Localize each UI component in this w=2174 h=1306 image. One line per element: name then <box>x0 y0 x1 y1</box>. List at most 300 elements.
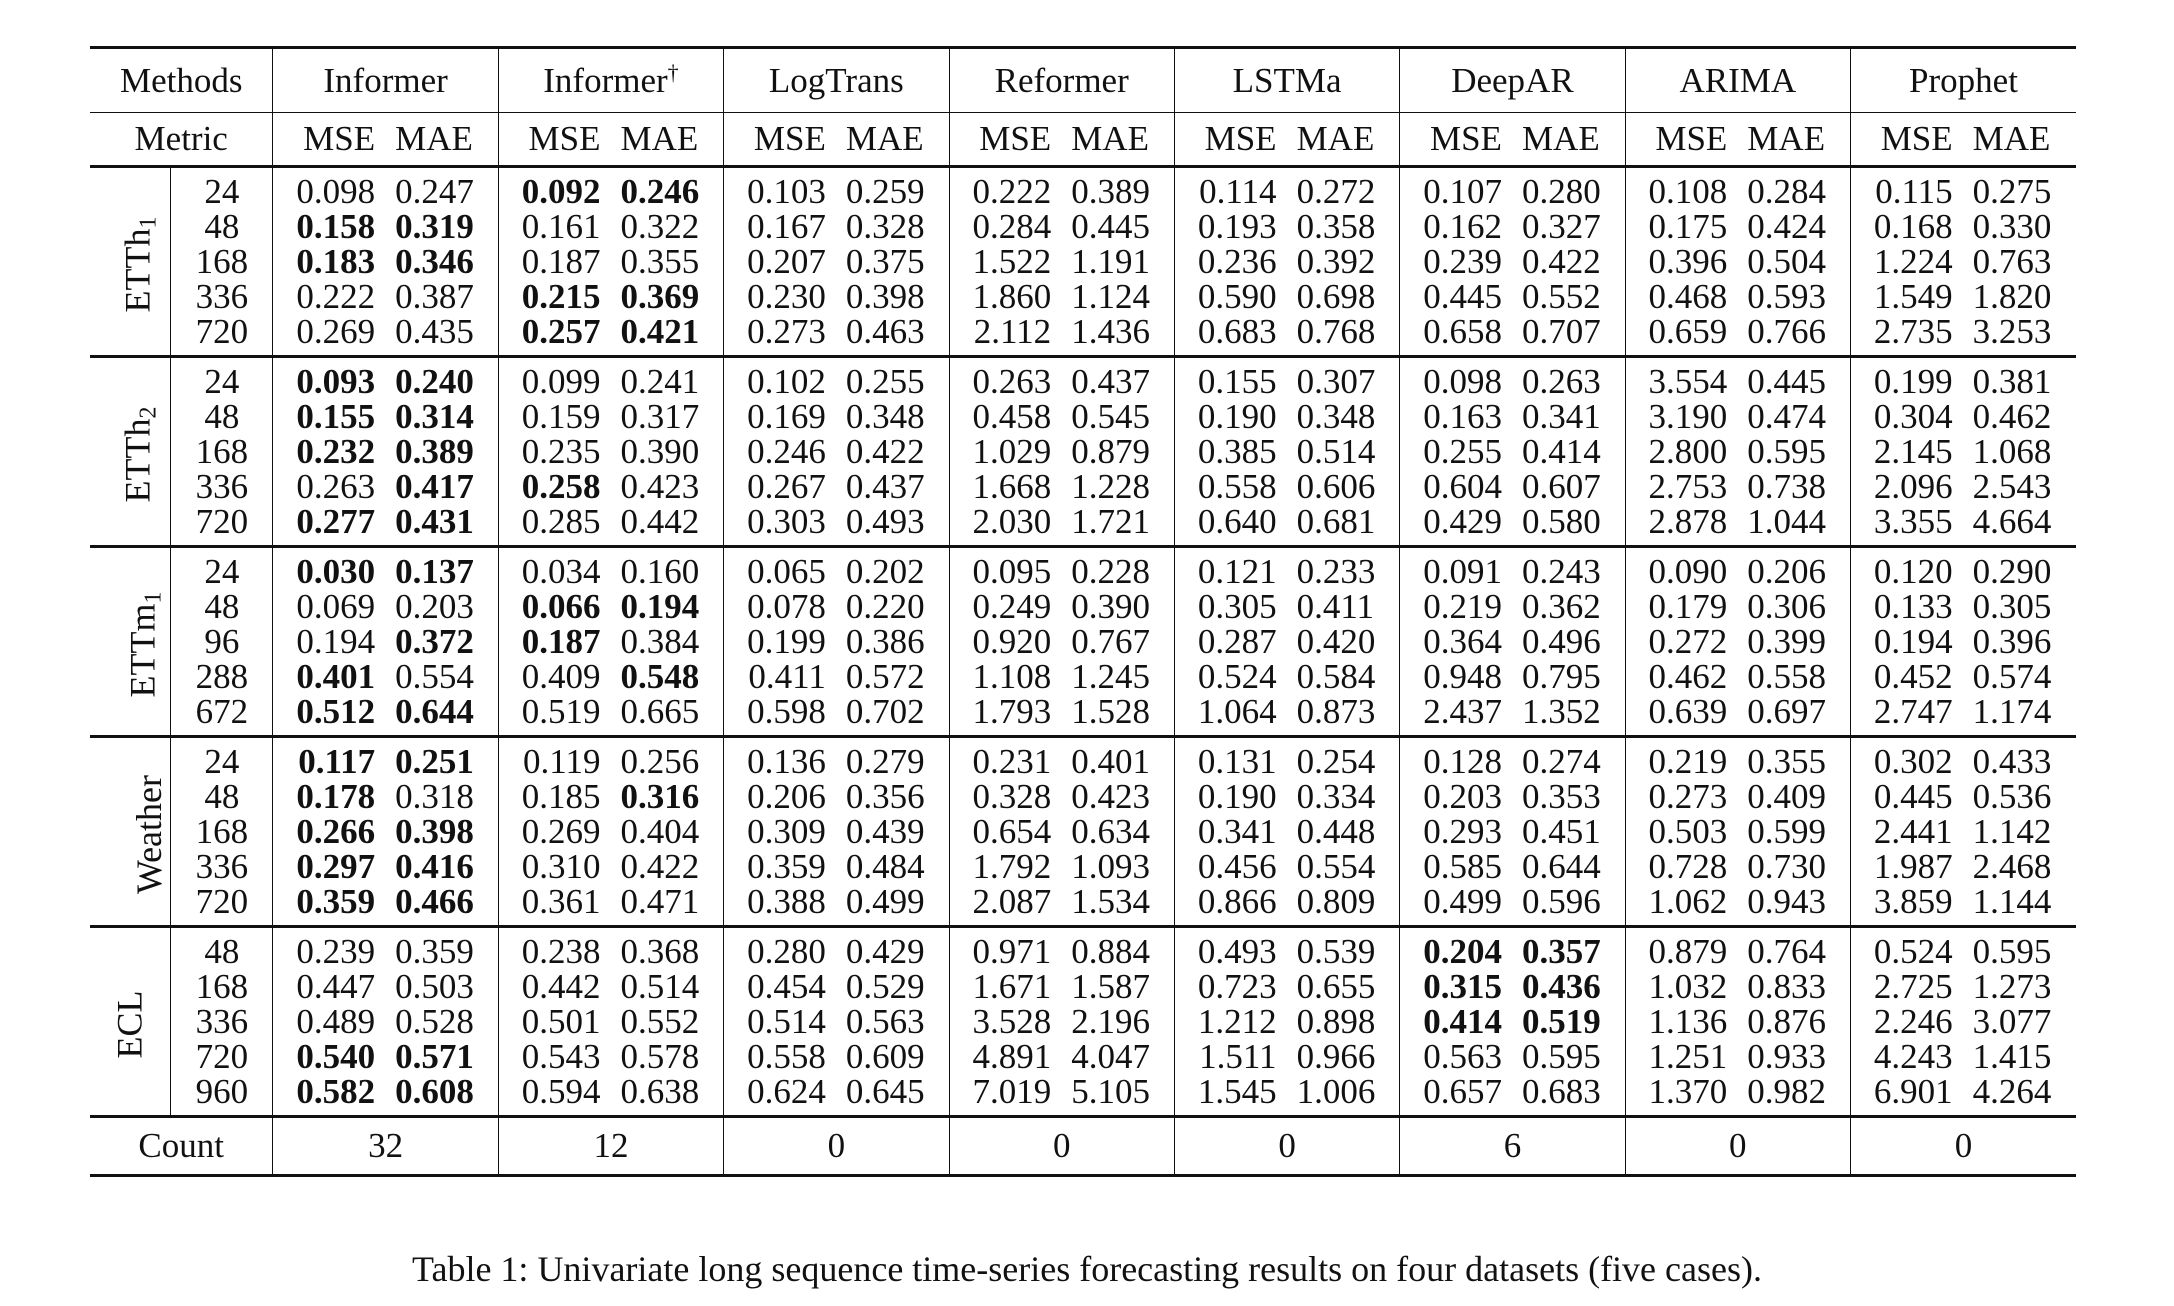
mse-value-cell: 0.456 <box>1197 847 1277 886</box>
mse-value-cell: 0.078 <box>747 587 826 626</box>
mae-value-cell: 0.424 <box>1737 209 1850 244</box>
mae-value-cell: 0.411 <box>1287 589 1400 624</box>
mse-value-cell: 0.249 <box>972 587 1052 626</box>
mae-value-cell: 0.203 <box>385 589 498 624</box>
mae-value-cell: 0.738 <box>1737 469 1850 504</box>
mae-value-cell: 0.563 <box>836 1004 949 1039</box>
mse-value-cell: 0.540 <box>296 1037 376 1076</box>
mae-value-cell: 0.422 <box>610 849 723 884</box>
mae-value-cell: 4.264 <box>1972 1072 2052 1111</box>
mae-value-cell: 0.593 <box>1737 279 1850 314</box>
dataset-label <box>90 737 171 927</box>
mse-value-cell: 0.266 <box>296 812 376 851</box>
mse-value-cell: 0.388 <box>747 882 826 921</box>
mse-value-cell: 0.512 <box>296 692 376 731</box>
mse-value-cell: 0.385 <box>1197 432 1277 471</box>
mae-value-cell: 0.389 <box>385 434 498 469</box>
mse-value-cell: 1.370 <box>1648 1072 1728 1111</box>
mse-value-cell: 2.725 <box>1873 967 1953 1006</box>
mse-value-cell: 0.514 <box>747 1002 826 1041</box>
horizon-cell: 168 <box>171 969 273 1004</box>
mse-value-cell: 0.558 <box>1197 467 1277 506</box>
mse-value-cell: 0.598 <box>747 692 826 731</box>
mse-value-cell: 0.239 <box>1423 242 1502 281</box>
mse-value-cell: 0.468 <box>1648 277 1728 316</box>
mse-value-cell: 0.543 <box>521 1037 601 1076</box>
mse-value-cell: 3.859 <box>1873 882 1953 921</box>
mae-value-cell: 0.420 <box>1287 624 1400 659</box>
mse-value-cell: 0.193 <box>1197 207 1277 246</box>
mae-value-cell: 0.318 <box>385 779 498 814</box>
mae-value-cell: 1.144 <box>1972 882 2052 921</box>
mse-value-cell: 0.558 <box>747 1037 826 1076</box>
mse-value-cell: 0.272 <box>1648 622 1728 661</box>
mae-value-cell: 0.442 <box>610 504 723 547</box>
horizon-cell: 336 <box>171 849 273 884</box>
mae-value-cell: 0.305 <box>1972 587 2052 626</box>
mae-value-cell: 0.398 <box>385 814 498 849</box>
metric-label: Metric <box>90 113 273 167</box>
table-row <box>90 927 2076 970</box>
mae-value-cell: 0.982 <box>1737 1074 1850 1117</box>
mse-value-cell: 0.489 <box>296 1002 376 1041</box>
mae-value-cell: 4.047 <box>1061 1039 1174 1074</box>
mae-value-cell: 0.683 <box>1512 1074 1625 1117</box>
mse-value-cell: 1.136 <box>1648 1002 1728 1041</box>
mse-value-cell: 0.092 <box>498 167 610 210</box>
horizon-cell: 168 <box>171 434 273 469</box>
table-row <box>90 779 2076 814</box>
mse-value-cell: 0.095 <box>949 547 1061 590</box>
mae-value-cell: 1.352 <box>1512 694 1625 737</box>
mae-value-cell: 0.548 <box>610 659 723 694</box>
mae-value-cell: 0.368 <box>610 927 723 970</box>
mae-value-cell: 0.416 <box>385 849 498 884</box>
horizon-cell: 288 <box>171 659 273 694</box>
mse-value-cell: 0.114 <box>1174 167 1286 210</box>
mse-value-cell: 0.280 <box>724 927 836 970</box>
mse-value-cell: 0.277 <box>296 502 376 541</box>
table-row <box>90 659 2076 694</box>
mae-value-cell: 0.317 <box>610 399 723 434</box>
mse-value-cell: 0.066 <box>521 587 601 626</box>
metric-mse-header: MSE <box>949 113 1061 167</box>
method-deepar: DeepAR <box>1400 48 1625 113</box>
mse-value-cell: 0.183 <box>296 242 376 281</box>
mse-value-cell: 0.284 <box>972 207 1052 246</box>
count-value-cell: 12 <box>498 1117 723 1176</box>
mae-value-cell: 1.124 <box>1061 279 1174 314</box>
mse-value-cell: 0.971 <box>949 927 1061 970</box>
mae-value-cell: 0.768 <box>1287 314 1400 357</box>
mse-value-cell: 0.255 <box>1423 432 1502 471</box>
metric-mse-header: MSE <box>724 113 836 167</box>
mse-value-cell: 0.263 <box>296 467 376 506</box>
mse-value-cell: 1.549 <box>1873 277 1953 316</box>
horizon-cell: 336 <box>171 469 273 504</box>
horizon-cell: 336 <box>171 279 273 314</box>
mae-value-cell: 0.346 <box>385 244 498 279</box>
mse-value-cell: 2.246 <box>1873 1002 1953 1041</box>
mse-value-cell: 0.159 <box>521 397 601 436</box>
mse-value-cell: 0.920 <box>972 622 1052 661</box>
mae-value-cell: 0.943 <box>1737 884 1850 927</box>
mae-value-cell: 0.554 <box>1287 849 1400 884</box>
mae-value-cell: 0.137 <box>385 547 498 590</box>
mae-value-cell: 0.243 <box>1512 547 1625 590</box>
mae-value-cell: 0.423 <box>1061 779 1174 814</box>
mse-value-cell: 1.108 <box>972 657 1052 696</box>
mae-value-cell: 0.545 <box>1061 399 1174 434</box>
mse-value-cell: 0.187 <box>521 242 601 281</box>
mse-value-cell: 0.204 <box>1400 927 1512 970</box>
mae-value-cell: 0.474 <box>1737 399 1850 434</box>
mse-value-cell: 0.190 <box>1197 397 1277 436</box>
dataset-name <box>129 774 170 895</box>
mse-value-cell: 1.668 <box>972 467 1052 506</box>
mse-value-cell: 0.102 <box>724 357 836 400</box>
mae-value-cell: 0.608 <box>385 1074 498 1117</box>
mae-value-cell: 0.595 <box>1737 434 1850 469</box>
dataset-label <box>90 927 171 1117</box>
mse-value-cell: 0.493 <box>1174 927 1286 970</box>
mse-value-cell: 0.099 <box>498 357 610 400</box>
mae-value-cell: 0.514 <box>610 969 723 1004</box>
mae-value-cell: 0.966 <box>1287 1039 1400 1074</box>
horizon-cell: 168 <box>171 244 273 279</box>
metric-mae-header: MAE <box>1737 113 1850 167</box>
mae-value-cell: 0.681 <box>1287 504 1400 547</box>
mse-value-cell: 0.185 <box>521 777 601 816</box>
mse-value-cell: 0.524 <box>1850 927 1962 970</box>
mse-value-cell: 0.219 <box>1625 737 1737 780</box>
mae-value-cell: 0.809 <box>1287 884 1400 927</box>
mae-value-cell: 0.558 <box>1737 659 1850 694</box>
mse-value-cell: 0.948 <box>1423 657 1502 696</box>
metric-mse-header: MSE <box>1400 113 1512 167</box>
mae-value-cell: 0.876 <box>1737 1004 1850 1039</box>
mse-value-cell: 0.273 <box>747 312 826 351</box>
dataset-name <box>117 406 162 503</box>
mae-value-cell: 0.448 <box>1287 814 1400 849</box>
dataset-name-text: Weather <box>129 774 170 895</box>
mae-value-cell: 0.572 <box>836 659 949 694</box>
mse-value-cell: 0.215 <box>521 277 601 316</box>
mse-value-cell: 0.034 <box>498 547 610 590</box>
mse-value-cell: 0.409 <box>521 657 601 696</box>
mse-value-cell: 0.267 <box>747 467 826 506</box>
mae-value-cell: 0.529 <box>836 969 949 1004</box>
mse-value-cell: 0.454 <box>747 967 826 1006</box>
mae-value-cell: 0.574 <box>1972 657 2052 696</box>
mse-value-cell: 0.654 <box>972 812 1052 851</box>
metric-mse-header: MSE <box>498 113 610 167</box>
mae-value-cell: 0.396 <box>1972 622 2052 661</box>
mse-value-cell: 0.207 <box>747 242 826 281</box>
mae-value-cell: 0.431 <box>385 504 498 547</box>
mae-value-cell: 0.493 <box>836 504 949 547</box>
mae-value-cell: 0.259 <box>836 167 949 210</box>
mse-value-cell: 1.522 <box>972 242 1052 281</box>
mae-value-cell: 0.241 <box>610 357 723 400</box>
mae-value-cell: 0.372 <box>385 624 498 659</box>
mae-value-cell: 0.263 <box>1512 357 1625 400</box>
mse-value-cell: 0.396 <box>1648 242 1728 281</box>
mae-value-cell: 0.387 <box>385 279 498 314</box>
mae-value-cell: 0.767 <box>1061 624 1174 659</box>
mse-value-cell: 0.563 <box>1423 1037 1502 1076</box>
mae-value-cell: 0.584 <box>1287 659 1400 694</box>
metric-mse-header: MSE <box>1174 113 1286 167</box>
mse-value-cell: 0.604 <box>1423 467 1502 506</box>
mae-value-cell: 0.280 <box>1512 167 1625 210</box>
dataset-label <box>90 547 171 737</box>
mae-value-cell: 4.664 <box>1972 502 2052 541</box>
mse-value-cell: 0.359 <box>747 847 826 886</box>
mse-value-cell: 6.901 <box>1873 1072 1953 1111</box>
mae-value-cell: 1.142 <box>1972 812 2052 851</box>
mae-value-cell: 0.359 <box>385 927 498 970</box>
mse-value-cell: 0.098 <box>273 167 385 210</box>
mse-value-cell: 2.800 <box>1648 432 1728 471</box>
mse-value-cell: 0.462 <box>1648 657 1728 696</box>
table-row <box>90 589 2076 624</box>
mse-value-cell: 0.302 <box>1850 737 1962 780</box>
mae-value-cell: 0.392 <box>1287 244 1400 279</box>
mae-value-cell: 0.580 <box>1512 504 1625 547</box>
method-reformer: Reformer <box>949 48 1174 113</box>
dataset-subscript: 2 <box>135 406 162 419</box>
mae-value-cell: 5.105 <box>1061 1074 1174 1117</box>
mae-value-cell: 0.433 <box>1963 737 2076 780</box>
metric-mae-header: MAE <box>610 113 723 167</box>
horizon-cell: 24 <box>171 357 273 400</box>
mae-value-cell: 0.316 <box>610 779 723 814</box>
mae-value-cell: 0.763 <box>1972 242 2052 281</box>
method-informer <box>273 48 498 113</box>
horizon-cell: 96 <box>171 624 273 659</box>
mse-value-cell: 0.594 <box>521 1072 601 1111</box>
mae-value-cell: 0.933 <box>1737 1039 1850 1074</box>
mae-value-cell: 0.437 <box>836 469 949 504</box>
mae-value-cell: 0.247 <box>385 167 498 210</box>
table-row <box>90 504 2076 547</box>
mae-value-cell: 0.499 <box>836 884 949 927</box>
mse-value-cell: 0.115 <box>1850 167 1962 210</box>
mae-value-cell: 0.422 <box>1512 244 1625 279</box>
mae-value-cell: 0.606 <box>1287 469 1400 504</box>
mae-value-cell: 0.327 <box>1512 209 1625 244</box>
mae-value-cell: 0.160 <box>610 547 723 590</box>
metric-mse-header: MSE <box>1625 113 1737 167</box>
mae-value-cell: 0.409 <box>1737 779 1850 814</box>
mse-value-cell: 0.524 <box>1197 657 1277 696</box>
mse-value-cell: 1.251 <box>1648 1037 1728 1076</box>
mse-value-cell: 0.341 <box>1197 812 1277 851</box>
table-row <box>90 209 2076 244</box>
mse-value-cell: 0.293 <box>1423 812 1502 851</box>
mse-value-cell: 0.103 <box>724 167 836 210</box>
mae-value-cell: 0.240 <box>385 357 498 400</box>
mae-value-cell: 0.429 <box>836 927 949 970</box>
mae-value-cell: 0.390 <box>610 434 723 469</box>
mae-value-cell: 0.341 <box>1512 399 1625 434</box>
mae-value-cell: 1.415 <box>1972 1037 2052 1076</box>
mse-value-cell: 0.723 <box>1197 967 1277 1006</box>
mse-value-cell: 1.212 <box>1197 1002 1277 1041</box>
mse-value-cell: 1.224 <box>1873 242 1953 281</box>
mse-value-cell: 0.445 <box>1873 777 1953 816</box>
mse-value-cell: 0.303 <box>747 502 826 541</box>
mae-value-cell: 3.253 <box>1972 312 2052 351</box>
mse-value-cell: 0.030 <box>273 547 385 590</box>
results-table <box>90 46 2076 1177</box>
method-informer-dagger-label: Informer <box>543 60 668 100</box>
mae-value-cell: 0.439 <box>836 814 949 849</box>
mse-value-cell: 0.206 <box>747 777 826 816</box>
mse-value-cell: 1.671 <box>972 967 1052 1006</box>
count-value-cell: 0 <box>724 1117 949 1176</box>
mse-value-cell: 0.364 <box>1423 622 1502 661</box>
mae-value-cell: 0.519 <box>1512 1004 1625 1039</box>
mse-value-cell: 2.096 <box>1873 467 1953 506</box>
mse-value-cell: 2.878 <box>1648 502 1728 541</box>
mae-value-cell: 0.554 <box>385 659 498 694</box>
mse-value-cell: 1.987 <box>1873 847 1953 886</box>
mae-value-cell: 0.607 <box>1512 469 1625 504</box>
mse-value-cell: 0.269 <box>296 312 376 351</box>
metric-mae-header: MAE <box>1061 113 1174 167</box>
mse-value-cell: 0.194 <box>296 622 376 661</box>
mse-value-cell: 2.441 <box>1873 812 1953 851</box>
mae-value-cell: 0.306 <box>1737 589 1850 624</box>
mae-value-cell: 0.644 <box>1512 849 1625 884</box>
mae-value-cell: 0.401 <box>1061 737 1174 780</box>
mae-value-cell: 0.206 <box>1737 547 1850 590</box>
mse-value-cell: 2.747 <box>1873 692 1953 731</box>
mse-value-cell: 0.879 <box>1625 927 1737 970</box>
horizon-cell: 48 <box>171 589 273 624</box>
mse-value-cell: 1.545 <box>1197 1072 1277 1111</box>
mse-value-cell: 0.175 <box>1648 207 1728 246</box>
mae-value-cell: 0.655 <box>1287 969 1400 1004</box>
mse-value-cell: 0.187 <box>521 622 601 661</box>
mae-value-cell: 0.496 <box>1512 624 1625 659</box>
metric-mae-header: MAE <box>836 113 949 167</box>
mae-value-cell: 0.274 <box>1512 737 1625 780</box>
mae-value-cell: 0.578 <box>610 1039 723 1074</box>
mse-value-cell: 0.658 <box>1423 312 1502 351</box>
mae-value-cell: 0.328 <box>836 209 949 244</box>
mse-value-cell: 0.232 <box>296 432 376 471</box>
mae-value-cell: 2.468 <box>1972 847 2052 886</box>
horizon-cell: 24 <box>171 547 273 590</box>
mse-value-cell: 2.145 <box>1873 432 1953 471</box>
mae-value-cell: 0.702 <box>836 694 949 737</box>
mae-value-cell: 0.528 <box>385 1004 498 1039</box>
mse-value-cell: 1.793 <box>972 692 1052 731</box>
mse-value-cell: 0.519 <box>521 692 601 731</box>
mse-value-cell: 0.199 <box>1850 357 1962 400</box>
mse-value-cell: 0.452 <box>1873 657 1953 696</box>
mae-value-cell: 1.528 <box>1061 694 1174 737</box>
mae-value-cell: 0.421 <box>610 314 723 357</box>
mse-value-cell: 0.361 <box>521 882 601 921</box>
metric-mae-header: MAE <box>1287 113 1400 167</box>
mae-value-cell: 0.355 <box>610 244 723 279</box>
mae-value-cell: 0.275 <box>1963 167 2076 210</box>
mae-value-cell: 0.389 <box>1061 167 1174 210</box>
mae-value-cell: 1.191 <box>1061 244 1174 279</box>
mae-value-cell: 0.404 <box>610 814 723 849</box>
mse-value-cell: 1.062 <box>1648 882 1728 921</box>
mae-value-cell: 0.358 <box>1287 209 1400 244</box>
mse-value-cell: 0.169 <box>747 397 826 436</box>
mse-value-cell: 0.287 <box>1197 622 1277 661</box>
mae-value-cell: 0.334 <box>1287 779 1400 814</box>
mse-value-cell: 0.128 <box>1400 737 1512 780</box>
dataset-subscript: 1 <box>140 591 167 604</box>
metric-mse-header: MSE <box>1850 113 1962 167</box>
horizon-cell: 24 <box>171 167 273 210</box>
metric-mae-header: MAE <box>1512 113 1625 167</box>
count-value-cell: 6 <box>1400 1117 1625 1176</box>
mae-value-cell: 3.077 <box>1972 1002 2052 1041</box>
mae-value-cell: 0.422 <box>836 434 949 469</box>
dataset-name-text: ETTm <box>122 603 163 698</box>
mae-value-cell: 2.543 <box>1972 467 2052 506</box>
mae-value-cell: 0.369 <box>610 279 723 314</box>
mae-value-cell: 0.307 <box>1287 357 1400 400</box>
mae-value-cell: 1.006 <box>1287 1074 1400 1117</box>
methods-label: Methods <box>90 48 273 113</box>
mae-value-cell: 1.534 <box>1061 884 1174 927</box>
horizon-cell: 720 <box>171 314 273 357</box>
table-row <box>90 814 2076 849</box>
table-row <box>90 1004 2076 1039</box>
mse-value-cell: 0.639 <box>1648 692 1728 731</box>
mae-value-cell: 0.504 <box>1737 244 1850 279</box>
mse-value-cell: 0.359 <box>296 882 376 921</box>
table-row <box>90 167 2076 210</box>
mae-value-cell: 0.609 <box>836 1039 949 1074</box>
mse-value-cell: 0.091 <box>1400 547 1512 590</box>
mse-value-cell: 0.447 <box>296 967 376 1006</box>
mae-value-cell: 0.384 <box>610 624 723 659</box>
mae-value-cell: 0.833 <box>1737 969 1850 1004</box>
mae-value-cell: 1.436 <box>1061 314 1174 357</box>
mse-value-cell: 3.554 <box>1625 357 1737 400</box>
mse-value-cell: 0.090 <box>1625 547 1737 590</box>
mse-value-cell: 0.155 <box>296 397 376 436</box>
mse-value-cell: 0.458 <box>972 397 1052 436</box>
mse-value-cell: 0.328 <box>972 777 1052 816</box>
mse-value-cell: 0.120 <box>1850 547 1962 590</box>
mse-value-cell: 3.190 <box>1648 397 1728 436</box>
count-value-cell: 0 <box>949 1117 1174 1176</box>
mae-value-cell: 1.228 <box>1061 469 1174 504</box>
mae-value-cell: 0.246 <box>610 167 723 210</box>
mse-value-cell: 1.032 <box>1648 967 1728 1006</box>
horizon-cell: 48 <box>171 927 273 970</box>
mae-value-cell: 1.245 <box>1061 659 1174 694</box>
mae-value-cell: 0.884 <box>1061 927 1174 970</box>
mae-value-cell: 0.233 <box>1287 547 1400 590</box>
mse-value-cell: 0.315 <box>1423 967 1502 1006</box>
mae-value-cell: 0.290 <box>1963 547 2076 590</box>
mae-value-cell: 0.398 <box>836 279 949 314</box>
mae-value-cell: 0.645 <box>836 1074 949 1117</box>
